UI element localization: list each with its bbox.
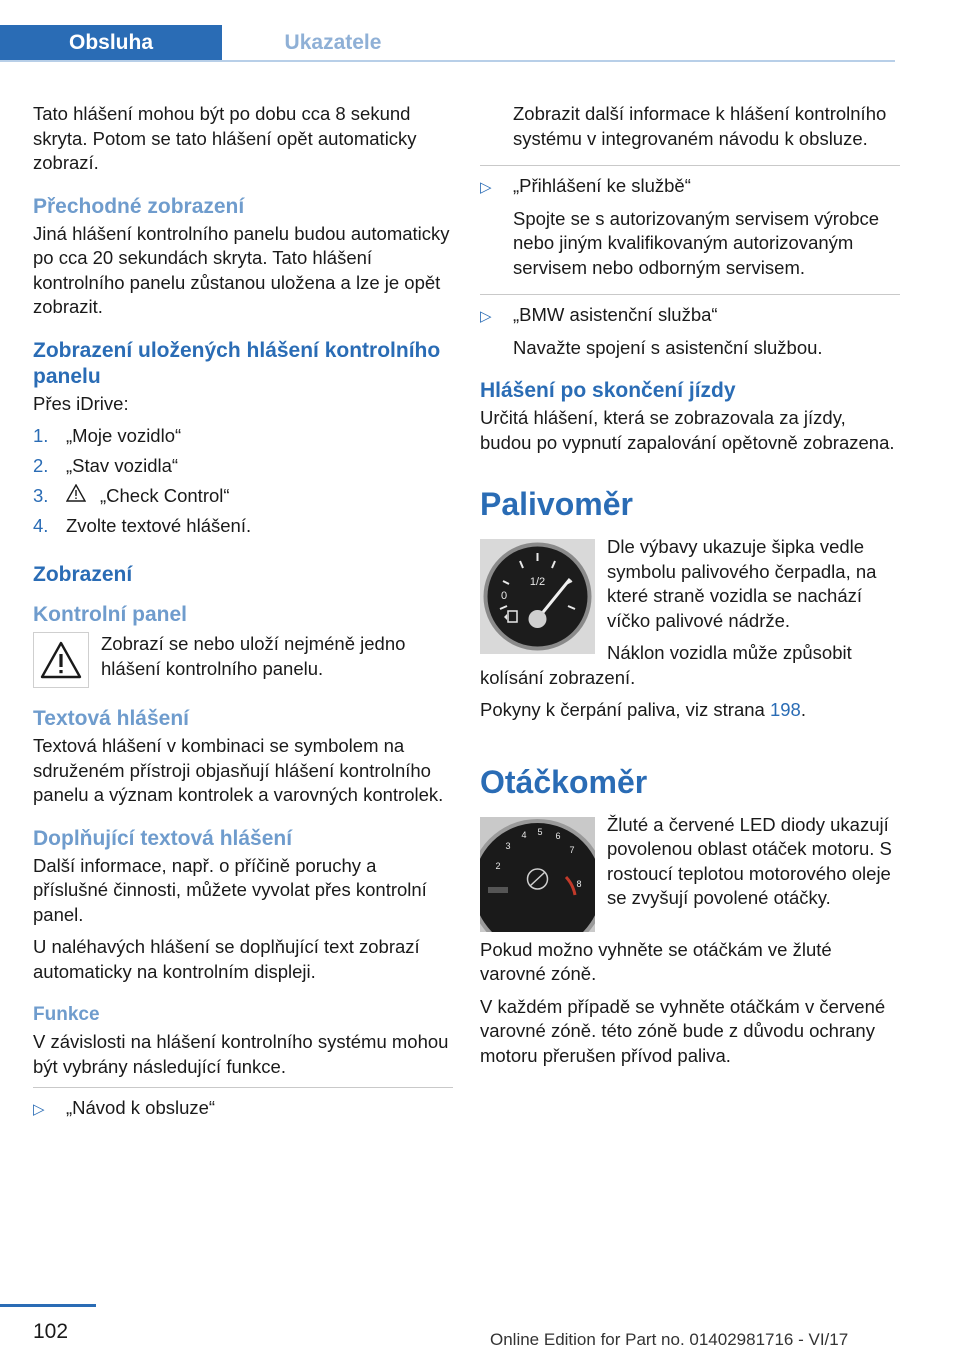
fuel-text-3-pre: Pokyny k čerpání paliva, viz strana [480, 699, 770, 720]
step-text: „Check Control“ [100, 485, 230, 506]
step-text: Zvolte textové hlášení. [66, 515, 252, 536]
heading-doplnujici: Doplňující textová hlášení [33, 826, 293, 850]
bullet-title: „Přihlášení ke službě“ [513, 175, 691, 196]
header-tabs [0, 25, 895, 61]
tab-obsluha[interactable]: Obsluha [0, 25, 222, 61]
bullet-text: Navažte spojení s asistenční službou. [513, 336, 823, 358]
step-number: 1. [33, 425, 49, 446]
rev-tick-7: 7 [569, 844, 575, 855]
idrive-intro: Přes iDrive: [33, 392, 129, 414]
fuel-gauge-image [480, 539, 595, 654]
page-number: 102 [33, 1320, 69, 1343]
list-item [33, 1087, 453, 1129]
rev-text-1: Žluté a červené LED diody ukazují povolenou oblast otáček motoru. S rostoucí teplotou motorového oleje se zvyšují povolené otáčky. [607, 813, 892, 908]
list-item [480, 294, 900, 374]
bullet-text: „Návod k obsluze“ [66, 1097, 216, 1118]
fuel-zero-label: 0 [500, 590, 508, 602]
heading-textova-hlaseni: Textová hlášení [33, 707, 190, 730]
list-item [480, 165, 900, 294]
heading-po-skonceni-jizdy: Hlášení po skončení jízdy [480, 379, 736, 402]
warning-row [33, 632, 453, 688]
intro-paragraph: Tato hlášení mohou být po dobu cca 8 sekund skryta. Potom se tato hlášení opět automaticky zobrazí. [33, 103, 417, 173]
bullet-triangle-icon: ▷ [480, 308, 492, 325]
step-text: „Stav vozidla“ [66, 455, 179, 476]
doplnujici-text-1: Další informace, např. o příčině poruchy a příslušné činnosti, můžete vyvolat přes kontrolní panel. [33, 854, 427, 925]
prechodne-text: Jiná hlášení kontrolního panelu budou automaticky po cca 20 sekundách skryta. Tato hlášení kontrolního panelu zůstanou uložena a lze je opět zobrazit. [33, 222, 450, 317]
rev-tick-2: 2 [495, 860, 501, 871]
list-item [33, 454, 453, 484]
fuel-text-1: Dle výbavy ukazuje šipka vedle symbolu palivového čerpadla, na které straně vozidla se nachází víčko palivové nádrže. [607, 536, 877, 631]
heading-ulozena-hlaseni: Zobrazení uložených hlášení kontrolního panelu [33, 338, 441, 388]
bullet-text: Spojte se s autorizovaným servisem výrobce nebo jiným kvalifikovaným autorizovaným servisem nebo odborným servisem. [513, 207, 880, 278]
bullet-triangle-icon: ▷ [33, 1101, 45, 1118]
rev-text-3: V každém případě se vyhněte otáčkám v červené varovné zóně. této zóně bude z důvodu ochrany motoru přerušen přívod paliva. [480, 995, 886, 1066]
rev-tick-3: 3 [505, 840, 511, 851]
fuel-text-3 [480, 698, 900, 723]
steps-list [33, 424, 453, 544]
heading-zobrazeni: Zobrazení [33, 563, 133, 586]
header-divider [0, 60, 895, 62]
step-number: 2. [33, 455, 49, 476]
warning-icon [33, 632, 89, 688]
left-column [33, 102, 453, 1129]
heading-otackomer: Otáčkoměr [480, 763, 648, 800]
rev-tick-8: 8 [576, 878, 582, 889]
heading-funkce: Funkce [33, 1004, 100, 1025]
po-skonceni-text: Určitá hlášení, která se zobrazovala za jízdy, budou po vypnutí zapalování opětovně zobrazena. [480, 407, 895, 453]
rev-tick-6: 6 [555, 830, 561, 841]
heading-palivomer: Palivoměr [480, 486, 633, 522]
heading-kontrolni-panel: Kontrolní panel [33, 603, 187, 626]
textova-hlaseni-text: Textová hlášení v kombinaci se symbolem na sdruženém přístroji objasňují hlášení kontrolního panelu a význam kontrolek a varovných kontrolek. [33, 735, 444, 805]
page-number-rule [0, 1304, 96, 1307]
page-link-198[interactable]: 198 [769, 699, 801, 720]
step-number: 4. [33, 515, 49, 536]
right-column [480, 102, 900, 1076]
list-item [33, 424, 453, 454]
rev-tick-5: 5 [537, 826, 543, 837]
step-text: „Moje vozidlo“ [66, 425, 182, 446]
bullet-text: Zobrazit další informace k hlášení kontrolního systému v integrovaném návodu k obsluze. [513, 103, 887, 149]
fuel-text-2: Náklon vozidla může způsobit kolísání zobrazení. [480, 642, 852, 688]
funkce-text: V závislosti na hlášení kontrolního systému mohou být vybrány následující funkce. [33, 1031, 449, 1077]
list-item [33, 484, 453, 514]
funkce-list [33, 1087, 453, 1129]
bullet-title: „BMW asistenční služba“ [513, 304, 718, 325]
list-item [480, 102, 900, 165]
fuel-half-label: 1/2 [529, 576, 546, 588]
tab-ukazatele[interactable]: Ukazatele [284, 31, 382, 54]
bullet-triangle-icon: ▷ [480, 179, 492, 196]
rev-tick-4: 4 [521, 829, 527, 840]
heading-prechodne: Přechodné zobrazení [33, 194, 245, 218]
rev-text-2: Pokud možno vyhněte se otáčkám ve žluté varovné zóně. [480, 938, 832, 984]
step-number: 3. [33, 485, 49, 506]
fuel-text-3-post: . [800, 699, 806, 720]
footer-edition: Online Edition for Part no. 01402981716 - VI/17 [490, 1330, 849, 1349]
doplnujici-text-2: U naléhavých hlášení se doplňující text zobrazí automaticky na kontrolním displeji. [33, 936, 420, 982]
kontrolni-panel-text: Zobrazí se nebo uloží nejméně jedno hlášení kontrolního panelu. [101, 633, 406, 679]
funkce-list-cont [480, 102, 900, 374]
warning-triangle-icon [66, 484, 88, 509]
list-item [33, 514, 453, 544]
tachometer-image [480, 817, 595, 932]
